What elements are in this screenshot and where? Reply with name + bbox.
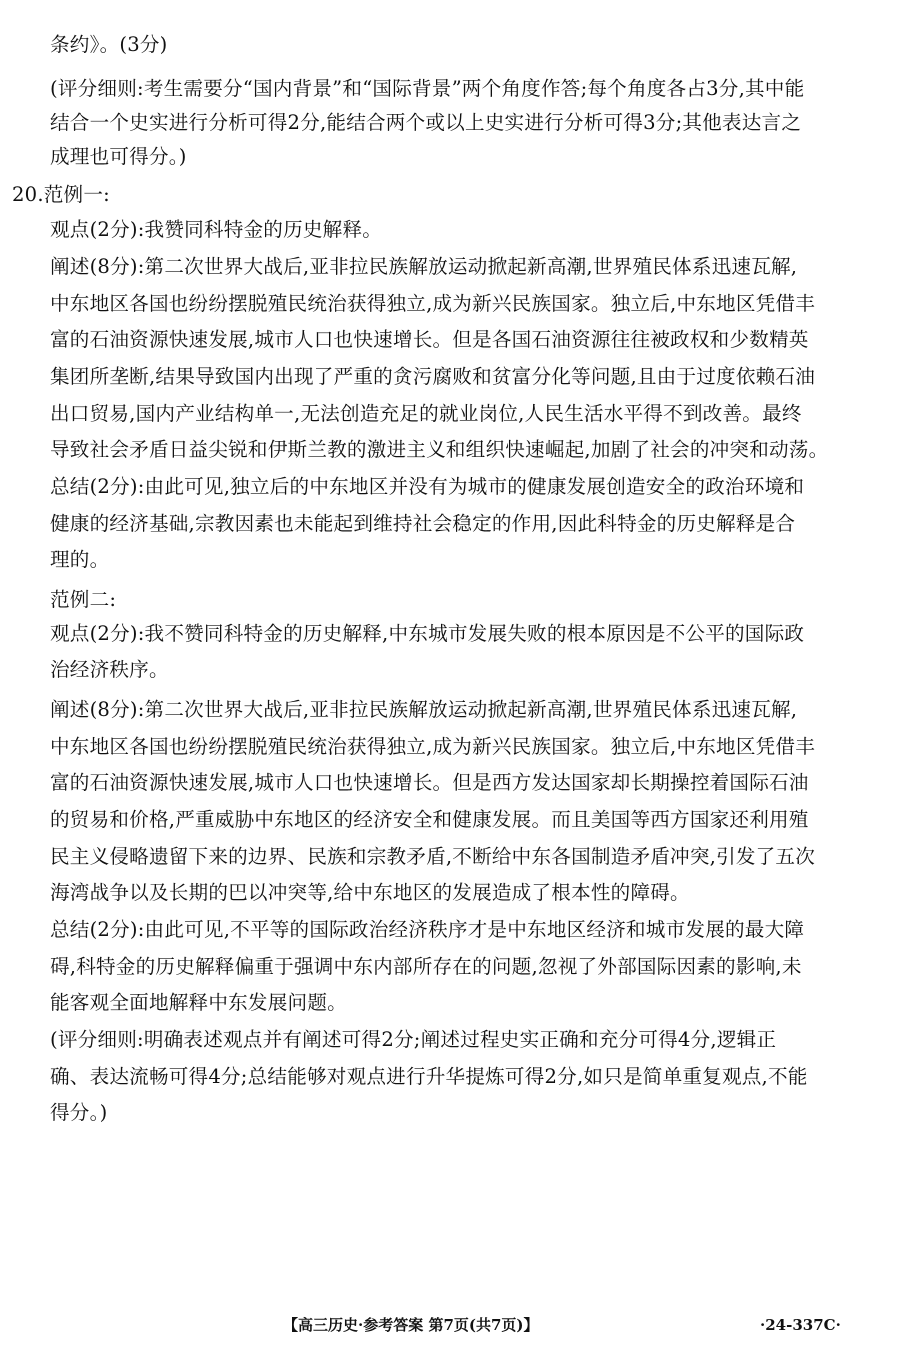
text-line: 能客观全面地解释中东发展问题。 xyxy=(50,991,347,1014)
text-line: 理的。 xyxy=(50,548,110,571)
text-line: 集团所垄断,结果导致国内出现了严重的贪污腐败和贫富分化等问题,且由于过度依赖石油 xyxy=(50,365,816,388)
text-line: 治经济秩序。 xyxy=(50,658,169,681)
question-number-line: 20.范例一: xyxy=(12,183,110,206)
text-line: 富的石油资源快速发展,城市人口也快速增长。但是西方发达国家却长期操控着国际石油 xyxy=(50,771,809,794)
text-line: 观点(2分):我不赞同科特金的历史解释,中东城市发展失败的根本原因是不公平的国际政 xyxy=(50,622,805,645)
text-line: 碍,科特金的历史解释偏重于强调中东内部所存在的问题,忽视了外部国际因素的影响,未 xyxy=(50,955,802,978)
page-footer-title: 【高三历史·参考答案 第7页(共7页)】 xyxy=(283,1316,539,1334)
text-line: 阐述(8分):第二次世界大战后,亚非拉民族解放运动掀起新高潮,世界殖民体系迅速瓦解, xyxy=(50,698,798,721)
text-line: 阐述(8分):第二次世界大战后,亚非拉民族解放运动掀起新高潮,世界殖民体系迅速瓦解, xyxy=(50,255,798,278)
text-line: 观点(2分):我赞同科特金的历史解释。 xyxy=(50,218,383,241)
text-line: 成理也可得分。) xyxy=(50,145,187,168)
text-line: 导致社会矛盾日益尖锐和伊斯兰教的激进主义和组织快速崛起,加剧了社会的冲突和动荡。 xyxy=(50,438,829,461)
text-line: 中东地区各国也纷纷摆脱殖民统治获得独立,成为新兴民族国家。独立后,中东地区凭借丰 xyxy=(50,292,816,315)
text-line: 总结(2分):由此可见,不平等的国际政治经济秩序才是中东地区经济和城市发展的最大障 xyxy=(50,918,805,941)
text-line: 得分。) xyxy=(50,1101,108,1124)
text-line: 健康的经济基础,宗教因素也未能起到维持社会稳定的作用,因此科特金的历史解释是合 xyxy=(50,512,796,535)
text-line: 海湾战争以及长期的巴以冲突等,给中东地区的发展造成了根本性的障碍。 xyxy=(50,881,690,904)
text-line: 条约》。(3分) xyxy=(50,33,168,56)
text-line: 出口贸易,国内产业结构单一,无法创造充足的就业岗位,人民生活水平得不到改善。最终 xyxy=(50,402,802,425)
text-line: 富的石油资源快速发展,城市人口也快速增长。但是各国石油资源往往被政权和少数精英 xyxy=(50,328,809,351)
text-line: 总结(2分):由此可见,独立后的中东地区并没有为城市的健康发展创造安全的政治环境和 xyxy=(50,475,805,498)
text-line: (评分细则:考生需要分“国内背景”和“国际背景”两个角度作答;每个角度各占3分,其中能 xyxy=(50,77,805,100)
text-line: 结合一个史实进行分析可得2分,能结合两个或以上史实进行分析可得3分;其他表达言之 xyxy=(50,111,802,134)
text-line: 的贸易和价格,严重威胁中东地区的经济安全和健康发展。而且美国等西方国家还利用殖 xyxy=(50,808,809,831)
text-line: (评分细则:明确表述观点并有阐述可得2分;阐述过程史实正确和充分可得4分,逻辑正 xyxy=(50,1028,777,1051)
text-line: 中东地区各国也纷纷摆脱殖民统治获得独立,成为新兴民族国家。独立后,中东地区凭借丰 xyxy=(50,735,816,758)
text-line: 民主义侵略遗留下来的边界、民族和宗教矛盾,不断给中东各国制造矛盾冲突,引发了五次 xyxy=(50,845,816,868)
text-line: 确、表达流畅可得4分;总结能够对观点进行升华提炼可得2分,如只是简单重复观点,不能 xyxy=(50,1065,808,1088)
page-footer-code: ·24-337C· xyxy=(760,1316,841,1334)
text-line: 范例二: xyxy=(50,588,117,611)
